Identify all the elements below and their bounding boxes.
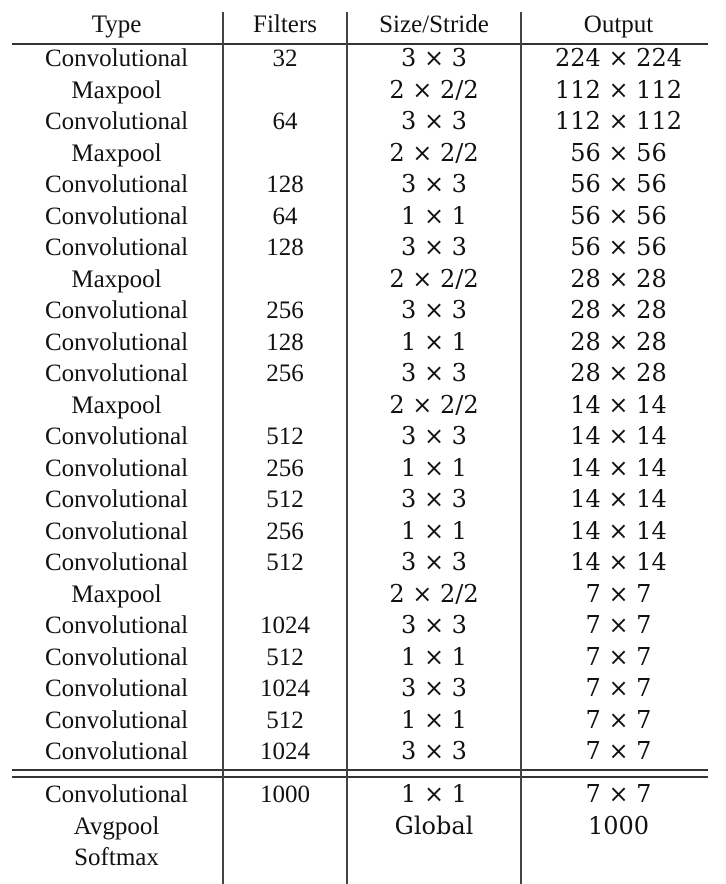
- table-row: [0, 842, 726, 874]
- cell-output: 28 × 28: [570, 359, 667, 387]
- cell-output: 7 × 7: [585, 642, 652, 671]
- cell-size-stride: 1 × 1: [401, 642, 467, 671]
- cell-output: 14 × 14: [570, 548, 667, 576]
- cell-filters: 512: [266, 549, 304, 576]
- cell-output: 7 × 7: [585, 579, 652, 608]
- cell-filters: 64: [272, 108, 298, 135]
- cell-type: Convolutional: [44, 171, 189, 198]
- cell-size-stride: 3 × 3: [401, 359, 467, 387]
- cell-output: 7 × 7: [585, 780, 652, 808]
- cell-size-stride: 2 × 2/2: [389, 390, 479, 419]
- table-row: [0, 169, 726, 201]
- cell-type: Maxpool: [71, 139, 162, 167]
- table-row: [0, 43, 726, 75]
- cell-output: 7 × 7: [585, 674, 652, 702]
- cell-size-stride: 2 × 2/2: [389, 579, 479, 608]
- cell-size-stride: 3 × 3: [401, 422, 467, 450]
- table-row: [0, 453, 726, 485]
- cell-filters: 256: [266, 360, 304, 387]
- table-row: [0, 484, 726, 516]
- table-row: [0, 327, 726, 359]
- cell-size-stride: 3 × 3: [401, 296, 467, 324]
- table-row: [0, 673, 726, 705]
- cell-output: 14 × 14: [570, 453, 667, 482]
- cell-filters: 1024: [260, 675, 310, 702]
- table-row: [0, 705, 726, 737]
- cell-type: Convolutional: [44, 360, 189, 387]
- cell-type: Convolutional: [44, 454, 189, 482]
- table-row: [0, 358, 726, 390]
- cell-type: Convolutional: [44, 738, 189, 765]
- cell-output: 7 × 7: [585, 705, 652, 734]
- cell-output: 224 × 224: [555, 44, 682, 72]
- table-row: [0, 138, 726, 170]
- cell-output: 14 × 14: [570, 390, 667, 419]
- cell-filters: 256: [266, 517, 304, 545]
- column-divider-1: [222, 12, 224, 884]
- cell-size-stride: 1 × 1: [401, 201, 467, 230]
- cell-filters: 1000: [260, 781, 310, 808]
- cell-size-stride: 2 × 2/2: [389, 75, 479, 104]
- cell-type: Convolutional: [44, 45, 189, 72]
- table-row: [0, 390, 726, 422]
- table-row: [0, 642, 726, 674]
- cell-output: 28 × 28: [570, 264, 667, 293]
- cell-type: Convolutional: [44, 297, 189, 324]
- table-row: [0, 610, 726, 642]
- cell-output: 56 × 56: [570, 170, 667, 198]
- cell-filters: [223, 842, 347, 874]
- cell-filters: [223, 811, 347, 843]
- cell-type: Convolutional: [44, 486, 189, 513]
- table-row: [0, 106, 726, 138]
- cell-filters: 512: [266, 706, 304, 734]
- cell-output: 56 × 56: [570, 233, 667, 261]
- cell-type: Convolutional: [44, 643, 189, 671]
- cell-type: Maxpool: [71, 580, 162, 608]
- cell-size-stride: 1 × 1: [401, 705, 467, 734]
- cell-size-stride: 3 × 3: [401, 737, 467, 765]
- table-row: [0, 779, 726, 811]
- cell-filters: 512: [266, 643, 304, 671]
- cell-size-stride: Global: [394, 811, 474, 840]
- cell-size-stride: 3 × 3: [401, 611, 467, 639]
- cell-size-stride: 3 × 3: [401, 170, 467, 198]
- cell-size-stride: 1 × 1: [401, 516, 467, 545]
- cell-filters: 128: [266, 234, 304, 261]
- table-row: [0, 201, 726, 233]
- cell-filters: [223, 75, 347, 107]
- header-size-stride: Size/Stride: [379, 11, 489, 38]
- cell-filters: [223, 579, 347, 611]
- cell-filters: [223, 390, 347, 422]
- table-row: [0, 811, 726, 843]
- column-divider-3: [520, 12, 522, 884]
- cell-size-stride: 2 × 2/2: [389, 138, 479, 167]
- cell-type: Convolutional: [44, 706, 189, 734]
- cell-size-stride: 3 × 3: [401, 107, 467, 135]
- double-rule-bottom: [12, 776, 708, 778]
- cell-size-stride: 2 × 2/2: [389, 264, 479, 293]
- cell-filters: 1024: [260, 738, 310, 765]
- cell-type: Convolutional: [44, 423, 189, 450]
- cell-filters: 1024: [260, 612, 310, 639]
- cell-output: 14 × 14: [570, 516, 667, 545]
- cell-output: 28 × 28: [570, 327, 667, 356]
- cell-type: Convolutional: [44, 675, 189, 702]
- cell-output: 14 × 14: [570, 485, 667, 513]
- table-row: [0, 579, 726, 611]
- cell-filters: 256: [266, 297, 304, 324]
- cell-size-stride: 3 × 3: [401, 548, 467, 576]
- table-row: [0, 295, 726, 327]
- cell-filters: 512: [266, 423, 304, 450]
- cell-size-stride: 1 × 1: [401, 327, 467, 356]
- cell-type: Softmax: [74, 844, 159, 872]
- cell-type: Convolutional: [44, 612, 189, 639]
- header-filters: Filters: [253, 11, 317, 38]
- cell-type: Convolutional: [44, 781, 189, 808]
- cell-filters: [223, 138, 347, 170]
- cell-output: 112 × 112: [555, 75, 682, 104]
- table-row: [0, 547, 726, 579]
- cell-filters: 64: [272, 202, 298, 230]
- header-type: Type: [91, 11, 142, 38]
- cell-output: 56 × 56: [570, 201, 667, 230]
- cell-type: Convolutional: [44, 202, 189, 230]
- cell-type: Avgpool: [73, 812, 160, 840]
- cell-output: 56 × 56: [570, 138, 667, 167]
- cell-size-stride: [347, 842, 521, 874]
- cell-output: 14 × 14: [570, 422, 667, 450]
- cell-filters: 256: [266, 454, 304, 482]
- cell-type: Convolutional: [44, 234, 189, 261]
- column-divider-2: [346, 12, 348, 884]
- cell-type: Convolutional: [44, 517, 189, 545]
- table-row: [0, 516, 726, 548]
- table-row: [0, 736, 726, 768]
- table-row: [0, 232, 726, 264]
- cell-type: Maxpool: [71, 391, 162, 419]
- cell-size-stride: 1 × 1: [401, 453, 467, 482]
- cell-size-stride: 3 × 3: [401, 233, 467, 261]
- table-header-row: [0, 9, 726, 41]
- cell-size-stride: 3 × 3: [401, 485, 467, 513]
- header-output: Output: [583, 11, 654, 38]
- cell-output: 112 × 112: [555, 107, 682, 135]
- cell-output: 7 × 7: [585, 611, 652, 639]
- cell-type: Convolutional: [44, 549, 189, 576]
- cell-size-stride: 1 × 1: [401, 780, 467, 808]
- cell-output: 28 × 28: [570, 296, 667, 324]
- cell-type: Convolutional: [44, 328, 189, 356]
- cell-type: Maxpool: [71, 76, 162, 104]
- cell-output: 7 × 7: [585, 737, 652, 765]
- cell-output: [521, 842, 716, 874]
- cell-filters: [223, 264, 347, 296]
- double-rule-top: [12, 769, 708, 771]
- table-row: [0, 75, 726, 107]
- cell-type: Convolutional: [44, 108, 189, 135]
- cell-filters: 128: [266, 328, 304, 356]
- table-row: [0, 264, 726, 296]
- cell-size-stride: 3 × 3: [401, 674, 467, 702]
- cell-size-stride: 3 × 3: [401, 44, 467, 72]
- table-row: [0, 421, 726, 453]
- cell-type: Maxpool: [71, 265, 162, 293]
- cell-output: 1000: [587, 811, 650, 840]
- cell-filters: 128: [266, 171, 304, 198]
- cell-filters: 512: [266, 486, 304, 513]
- cell-filters: 32: [272, 45, 298, 72]
